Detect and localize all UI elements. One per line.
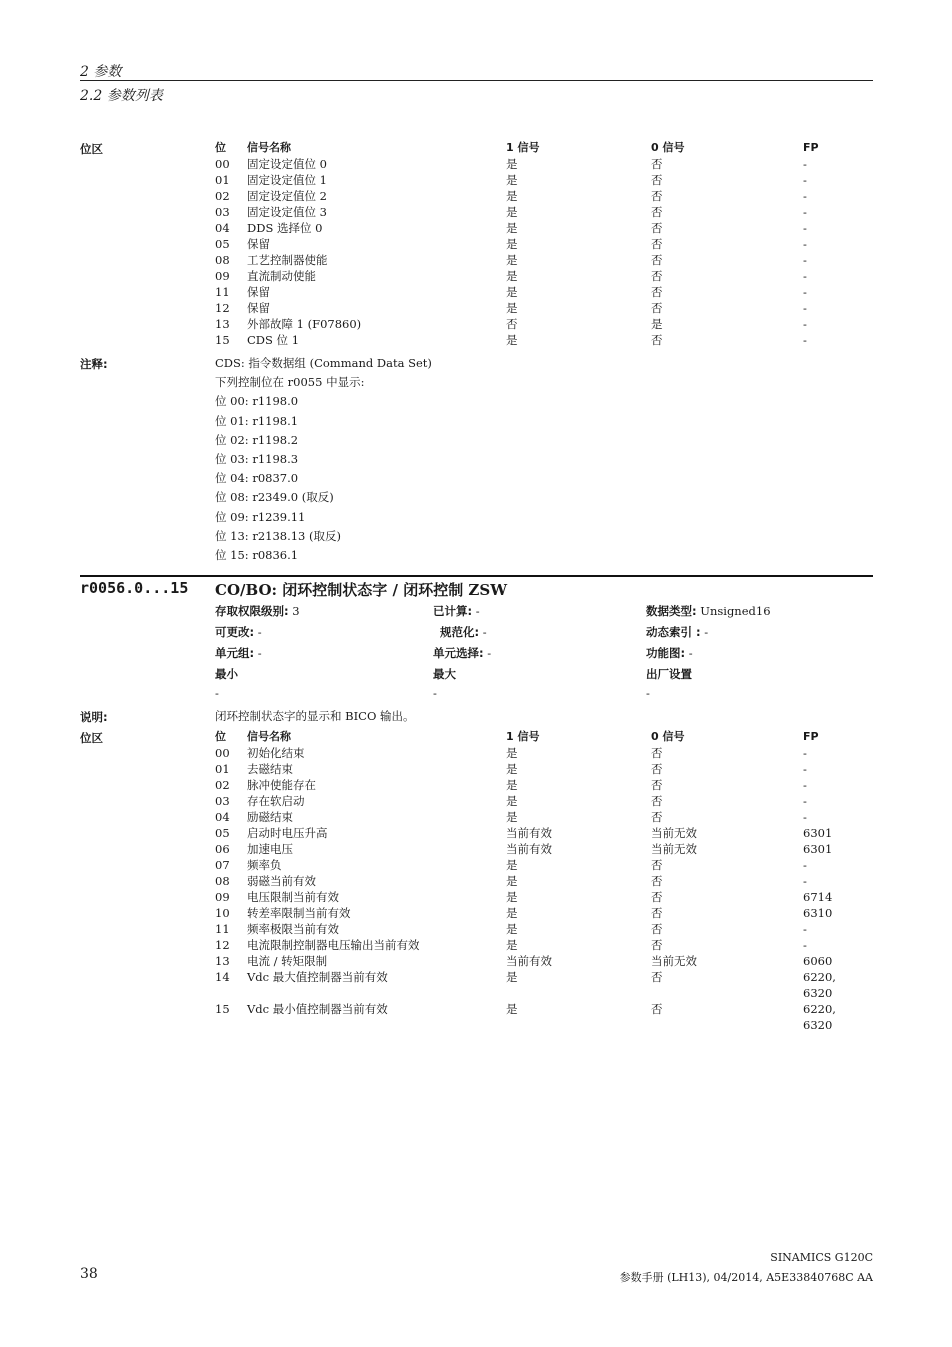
one-signal-cell: 是 [506, 301, 518, 315]
parameter-divider [80, 575, 873, 577]
description-text: 闭环控制状态字的显示和 BICO 输出。 [215, 709, 415, 723]
bit-cell: 13 [215, 317, 230, 331]
signal-name-cell: 脉冲使能存在 [247, 778, 316, 792]
calculated [433, 603, 480, 619]
zero-signal-cell: 是 [651, 317, 663, 331]
factory-setting-label [646, 666, 692, 682]
table-row [215, 777, 863, 793]
parameter-id: r0056.0...15 [80, 579, 189, 597]
header-divider [80, 80, 873, 81]
bit-cell: 03 [215, 794, 230, 808]
fp-cell [803, 1001, 863, 1033]
col-bit-header: 位 [215, 730, 226, 743]
table-header-row [215, 140, 863, 156]
table-row [215, 172, 863, 188]
signal-name-cell: 加速电压 [247, 842, 293, 856]
changeable-label: 可更改: [215, 625, 255, 639]
one-signal-cell: 是 [506, 189, 518, 203]
bit-cell: 02 [215, 189, 230, 203]
signal-name-cell: 直流制动使能 [247, 269, 316, 283]
one-signal-cell: 是 [506, 253, 518, 267]
one-signal-cell: 是 [506, 906, 518, 920]
col-name-header: 信号名称 [247, 141, 291, 154]
fp-cell: - [803, 221, 807, 235]
bit-cell: 05 [215, 237, 230, 251]
bit-cell: 06 [215, 842, 230, 856]
section-heading: 2.2 参数列表 [80, 88, 163, 104]
signal-name-cell: 频率负 [247, 858, 282, 872]
fp-cell: - [803, 762, 807, 776]
fp-cell: - [803, 285, 807, 299]
zero-signal-cell: 否 [651, 762, 663, 776]
calculated-value: - [475, 604, 480, 618]
note-line: CDS: 指令数据组 (Command Data Set) [215, 356, 432, 370]
unit-selection-label: 单元选择: [433, 646, 484, 660]
signal-name-cell: 固定设定值位 3 [247, 205, 327, 219]
fp-cell: - [803, 189, 807, 203]
note-line: 位 01: r1198.1 [215, 413, 299, 428]
bit-cell: 12 [215, 938, 230, 952]
table-row [215, 156, 863, 172]
table-row [215, 220, 863, 236]
note-line: 位 00: r1198.0 [215, 394, 299, 409]
function-diagram-value: - [688, 646, 693, 660]
one-signal-cell: 是 [506, 970, 518, 984]
signal-name-cell: 励磁结束 [247, 810, 293, 824]
dynamic-index [646, 624, 708, 640]
fp-cell: - [803, 333, 807, 347]
zero-signal-cell: 否 [651, 810, 663, 824]
fp-value: 6220, [803, 1002, 836, 1016]
function-diagram-label: 功能图: [646, 646, 686, 660]
access-level [215, 603, 300, 619]
fp-cell: - [803, 938, 807, 952]
zero-signal-cell: 否 [651, 970, 663, 984]
zero-signal-cell: 否 [651, 253, 663, 267]
col-one-signal-header: 1 信号 [506, 730, 540, 743]
signal-name-cell: 保留 [247, 301, 270, 315]
zero-signal-cell: 否 [651, 205, 663, 219]
one-signal-cell: 是 [506, 938, 518, 952]
one-signal-cell: 是 [506, 205, 518, 219]
bit-cell: 10 [215, 906, 230, 920]
zero-signal-cell: 否 [651, 301, 663, 315]
one-signal-cell: 是 [506, 794, 518, 808]
table-row [215, 809, 863, 825]
bit-cell: 07 [215, 858, 230, 872]
table-body [215, 745, 863, 1033]
one-signal-cell: 是 [506, 333, 518, 347]
bit-cell: 00 [215, 157, 230, 171]
table-row [215, 969, 863, 1001]
bit-cell: 11 [215, 922, 230, 936]
zero-signal-cell: 否 [651, 1002, 663, 1016]
signal-name-cell: 工艺控制器使能 [247, 253, 328, 267]
note-line: 位 03: r1198.3 [215, 451, 299, 466]
min-label [215, 666, 238, 682]
fp-cell: - [803, 794, 807, 808]
one-signal-cell: 是 [506, 858, 518, 872]
dynamic-index-value: - [704, 625, 709, 639]
bit-cell: 04 [215, 810, 230, 824]
changeable-value: - [257, 625, 262, 639]
factory-setting-value: - [646, 686, 650, 700]
calculated-label: 已计算: [433, 604, 473, 618]
zero-signal-cell: 否 [651, 906, 663, 920]
col-zero-signal-header: 0 信号 [651, 730, 685, 743]
signal-name-cell: 弱磁当前有效 [247, 874, 316, 888]
one-signal-cell: 是 [506, 746, 518, 760]
zero-signal-cell: 否 [651, 333, 663, 347]
zero-signal-cell: 否 [651, 746, 663, 760]
col-fp-header: FP [803, 141, 819, 154]
col-bit-header: 位 [215, 141, 226, 154]
table-row [215, 268, 863, 284]
function-diagram [646, 645, 693, 661]
fp-cell: 6310 [803, 906, 833, 920]
one-signal-cell: 是 [506, 890, 518, 904]
notes-list [215, 354, 432, 565]
notes-label: 注释: [80, 357, 108, 371]
one-signal-cell: 是 [506, 157, 518, 171]
fp-cell: - [803, 810, 807, 824]
zero-signal-cell: 否 [651, 173, 663, 187]
signal-name-cell: 固定设定值位 2 [247, 189, 327, 203]
one-signal-cell: 是 [506, 269, 518, 283]
table-row [215, 953, 863, 969]
one-signal-cell: 否 [506, 317, 518, 331]
col-zero-signal-header: 0 信号 [651, 141, 685, 154]
one-signal-cell: 是 [506, 778, 518, 792]
chapter-heading: 2 参数 [80, 64, 122, 80]
table-row [215, 316, 863, 332]
bit-cell: 08 [215, 874, 230, 888]
fp-cell: - [803, 301, 807, 315]
min-value: - [215, 686, 219, 700]
zero-signal-cell: 当前无效 [651, 842, 697, 856]
page-number: 38 [80, 1266, 98, 1282]
signal-name-cell: 电压限制当前有效 [247, 890, 339, 904]
table-row [215, 188, 863, 204]
data-type-value: Unsigned16 [700, 604, 771, 618]
zero-signal-cell: 否 [651, 221, 663, 235]
one-signal-cell: 当前有效 [506, 954, 552, 968]
zero-signal-cell: 否 [651, 778, 663, 792]
bit-cell: 02 [215, 778, 230, 792]
zero-signal-cell: 否 [651, 189, 663, 203]
fp-cell: - [803, 253, 807, 267]
table-row [215, 889, 863, 905]
note-line: 位 13: r2138.13 (取反) [215, 528, 341, 543]
note-line: 位 04: r0837.0 [215, 471, 299, 486]
unit-selection [433, 645, 491, 661]
unit-selection-value: - [487, 646, 492, 660]
zero-signal-cell: 否 [651, 922, 663, 936]
bit-cell: 15 [215, 1002, 230, 1016]
table-row [215, 284, 863, 300]
bit-cell: 08 [215, 253, 230, 267]
table-row [215, 857, 863, 873]
bit-cell: 03 [215, 205, 230, 219]
fp-cell: - [803, 858, 807, 872]
zero-signal-cell: 否 [651, 237, 663, 251]
signal-name-cell: 存在软启动 [247, 794, 305, 808]
table-row [215, 921, 863, 937]
changeable [215, 624, 262, 640]
signal-name-cell: 启动时电压升高 [247, 826, 328, 840]
signal-name-cell: DDS 选择位 0 [247, 221, 323, 235]
bit-cell: 15 [215, 333, 230, 347]
note-line: 下列控制位在 r0055 中显示: [215, 375, 365, 390]
fp-cell: - [803, 173, 807, 187]
table-row [215, 204, 863, 220]
fp-cell [803, 969, 863, 1001]
unit-group [215, 645, 262, 661]
bit-field-label-2: 位区 [80, 731, 103, 745]
bit-field-label: 位区 [80, 142, 103, 156]
table-row [215, 937, 863, 953]
one-signal-cell: 当前有效 [506, 826, 552, 840]
table-row [215, 841, 863, 857]
fp-cell: - [803, 269, 807, 283]
fp-cell: 6060 [803, 954, 833, 968]
table-row [215, 332, 863, 348]
note-line: 位 02: r1198.2 [215, 432, 299, 447]
bit-cell: 11 [215, 285, 230, 299]
table-row [215, 825, 863, 841]
zero-signal-cell: 否 [651, 794, 663, 808]
signal-name-cell: 固定设定值位 0 [247, 157, 327, 171]
min-label-text: 最小 [215, 667, 238, 681]
signal-name-cell: 固定设定值位 1 [247, 173, 327, 187]
col-fp-header: FP [803, 730, 819, 743]
signal-name-cell: 转差率限制当前有效 [247, 906, 351, 920]
signal-name-cell: Vdc 最小值控制器当前有效 [247, 1002, 388, 1016]
bit-cell: 01 [215, 173, 230, 187]
signal-name-cell: 初始化结束 [247, 746, 305, 760]
table-row [215, 236, 863, 252]
one-signal-cell: 是 [506, 285, 518, 299]
data-type [646, 603, 771, 619]
zero-signal-cell: 否 [651, 938, 663, 952]
bit-cell: 09 [215, 890, 230, 904]
fp-cell: - [803, 317, 807, 331]
fp-value-continued: 6320 [803, 986, 833, 1000]
zero-signal-cell: 当前无效 [651, 826, 697, 840]
col-one-signal-header: 1 信号 [506, 141, 540, 154]
dynamic-index-label: 动态索引 : [646, 625, 701, 639]
fp-cell: - [803, 205, 807, 219]
zero-signal-cell: 当前无效 [651, 954, 697, 968]
signal-name-cell: 电流 / 转矩限制 [247, 954, 328, 968]
fp-cell: - [803, 778, 807, 792]
one-signal-cell: 是 [506, 762, 518, 776]
bit-field-table-2 [215, 729, 863, 1033]
fp-cell: - [803, 874, 807, 888]
table-body [215, 156, 863, 348]
access-level-value: 3 [292, 604, 300, 618]
bit-cell: 00 [215, 746, 230, 760]
normalization-value: - [482, 625, 487, 639]
access-level-label: 存取权限级别: [215, 604, 289, 618]
table-row [215, 745, 863, 761]
table-row [215, 905, 863, 921]
table-row [215, 761, 863, 777]
fp-cell: 6714 [803, 890, 833, 904]
one-signal-cell: 是 [506, 810, 518, 824]
table-row [215, 793, 863, 809]
fp-cell: - [803, 237, 807, 251]
note-line: 位 08: r2349.0 (取反) [215, 490, 334, 505]
signal-name-cell: 电流限制控制器电压输出当前有效 [247, 938, 420, 952]
bit-cell: 09 [215, 269, 230, 283]
signal-name-cell: 去磁结束 [247, 762, 293, 776]
fp-cell: 6301 [803, 842, 833, 856]
zero-signal-cell: 否 [651, 890, 663, 904]
bit-field-table-1 [215, 140, 863, 348]
footer-product: SINAMICS G120C [770, 1251, 873, 1264]
zero-signal-cell: 否 [651, 858, 663, 872]
description-label: 说明: [80, 710, 108, 724]
table-header-row [215, 729, 863, 745]
normalization [440, 624, 487, 640]
signal-name-cell: 保留 [247, 237, 270, 251]
one-signal-cell: 是 [506, 173, 518, 187]
signal-name-cell: CDS 位 1 [247, 333, 300, 347]
bit-cell: 14 [215, 970, 230, 984]
footer-document-info: 参数手册 (LH13), 04/2014, A5E33840768C AA [619, 1271, 873, 1284]
one-signal-cell: 是 [506, 874, 518, 888]
max-label [433, 666, 456, 682]
table-row [215, 1001, 863, 1033]
fp-cell: 6301 [803, 826, 833, 840]
bit-cell: 13 [215, 954, 230, 968]
factory-setting-label-text: 出厂设置 [646, 667, 692, 681]
one-signal-cell: 是 [506, 922, 518, 936]
unit-group-label: 单元组: [215, 646, 255, 660]
one-signal-cell: 当前有效 [506, 842, 552, 856]
signal-name-cell: 频率极限当前有效 [247, 922, 339, 936]
fp-value-continued: 6320 [803, 1018, 833, 1032]
note-line: 位 09: r1239.11 [215, 509, 306, 524]
table-row [215, 252, 863, 268]
fp-cell: - [803, 746, 807, 760]
unit-group-value: - [257, 646, 262, 660]
one-signal-cell: 是 [506, 221, 518, 235]
bit-cell: 01 [215, 762, 230, 776]
zero-signal-cell: 否 [651, 157, 663, 171]
zero-signal-cell: 否 [651, 874, 663, 888]
bit-cell: 05 [215, 826, 230, 840]
max-label-text: 最大 [433, 667, 456, 681]
fp-cell: - [803, 157, 807, 171]
note-line: 位 15: r0836.1 [215, 547, 299, 562]
normalization-label: 规范化: [440, 625, 480, 639]
fp-cell: - [803, 922, 807, 936]
bit-cell: 04 [215, 221, 230, 235]
signal-name-cell: 外部故障 1 (F07860) [247, 317, 362, 331]
zero-signal-cell: 否 [651, 285, 663, 299]
zero-signal-cell: 否 [651, 269, 663, 283]
signal-name-cell: 保留 [247, 285, 270, 299]
col-name-header: 信号名称 [247, 730, 291, 743]
parameter-title: CO/BO: 闭环控制状态字 / 闭环控制 ZSW [215, 581, 508, 599]
bit-cell: 12 [215, 301, 230, 315]
data-type-label: 数据类型: [646, 604, 697, 618]
max-value: - [433, 686, 437, 700]
one-signal-cell: 是 [506, 1002, 518, 1016]
table-row [215, 300, 863, 316]
fp-value: 6220, [803, 970, 836, 984]
signal-name-cell: Vdc 最大值控制器当前有效 [247, 970, 388, 984]
table-row [215, 873, 863, 889]
one-signal-cell: 是 [506, 237, 518, 251]
